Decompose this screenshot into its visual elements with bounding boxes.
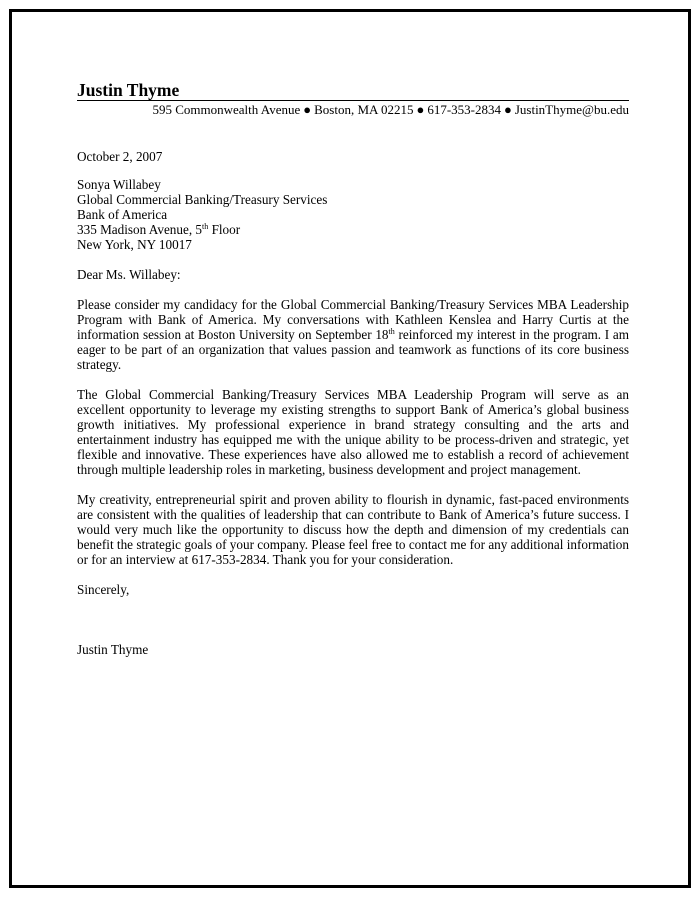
recipient-address bbox=[77, 177, 629, 252]
header-rule bbox=[77, 100, 629, 101]
sender-contact-line bbox=[77, 103, 629, 117]
recipient-department: Global Commercial Banking/Treasury Services bbox=[77, 192, 328, 207]
sender-email: JustinThyme@bu.edu bbox=[514, 102, 629, 117]
paragraph-1-text-b: reinforced my interest in the program. I am eager to be part of an organization that values passion and teamwork as functions of its core business strategy. bbox=[77, 327, 629, 372]
recipient-street-suffix: Floor bbox=[208, 222, 241, 237]
bullet-separator: ● bbox=[503, 102, 512, 117]
recipient-street bbox=[77, 222, 629, 237]
sender-phone: 617-353-2834 bbox=[427, 102, 501, 117]
recipient-city: New York, NY 10017 bbox=[77, 237, 192, 252]
body-paragraph-2: The Global Commercial Banking/Treasury Services MBA Leadership Program will serve as an excellent opportunity to leverage my existing strengths to support Bank of America’s global business growth initiatives. My professional experience in brand strategy consulting and the arts and entertainment industry has equipped me with the unique ability to be process-driven and strategic, yet flexible and innovative. These experiences have also allowed me to establish a record of achievement through multiple leadership roles in marketing, business development and project management. bbox=[77, 387, 629, 477]
recipient-street-prefix: 335 Madison Avenue, 5 bbox=[77, 222, 203, 237]
sender-name: Justin Thyme bbox=[77, 80, 180, 100]
body-paragraph-1 bbox=[77, 297, 629, 372]
recipient-street-sup: th bbox=[202, 222, 209, 231]
recipient-name: Sonya Willabey bbox=[77, 177, 161, 192]
signature-name: Justin Thyme bbox=[77, 642, 149, 657]
salutation: Dear Ms. Willabey: bbox=[77, 267, 181, 282]
recipient-company: Bank of America bbox=[77, 207, 168, 222]
sender-address: 595 Commonwealth Avenue bbox=[152, 102, 301, 117]
paragraph-1-sup: th bbox=[388, 327, 395, 336]
paragraph-1-text-a: Please consider my candidacy for the Global Commercial Banking/Treasury Services MBA Leadership Program with Bank of America. My conversations with Kathleen Kenslea and Harry Curtis at the information session at Boston University on September 18 bbox=[77, 297, 629, 342]
letter-date: October 2, 2007 bbox=[77, 149, 163, 164]
bullet-separator: ● bbox=[303, 102, 312, 117]
letter-page bbox=[77, 80, 629, 657]
body-paragraph-3: My creativity, entrepreneurial spirit and proven ability to flourish in dynamic, fast-paced environments are consistent with the qualities of leadership that can contribute to Bank of America’s future success. I would very much like the opportunity to discuss how the depth and dimension of my credentials can benefit the strategic goals of your company. Please feel free to contact me for any additional information or for an interview at 617-353-2834. Thank you for your consideration. bbox=[77, 492, 629, 567]
sender-city: Boston, MA 02215 bbox=[314, 102, 414, 117]
closing: Sincerely, bbox=[77, 582, 130, 597]
bullet-separator: ● bbox=[416, 102, 425, 117]
